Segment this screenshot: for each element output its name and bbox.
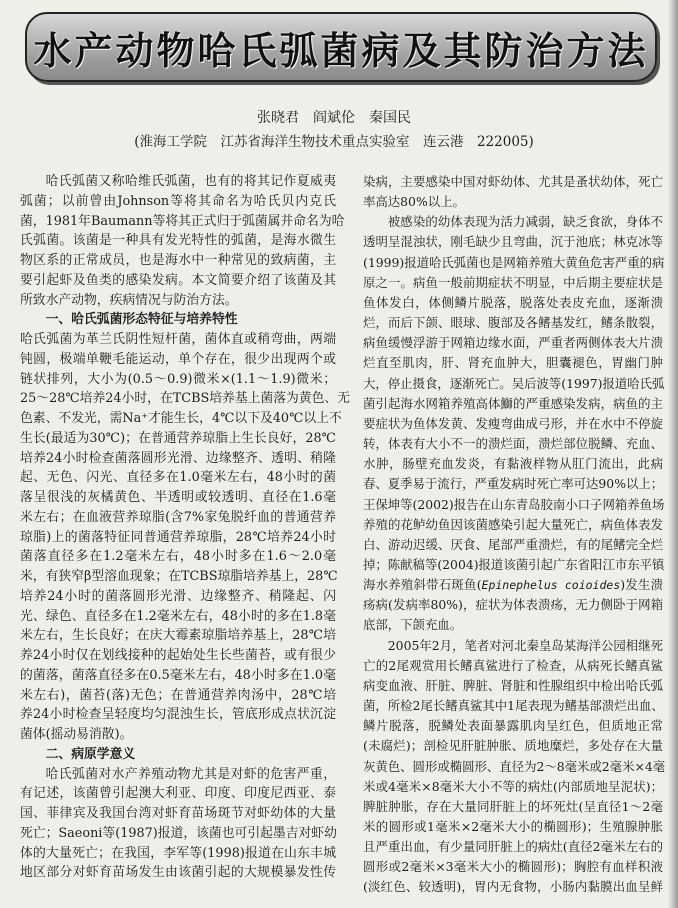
- paragraph: [20, 330, 351, 745]
- authors: 张晓君 阎斌伦 秦国民: [257, 110, 411, 126]
- text-line: (未腐烂)；剖检见肝脏肿胀、质地糜烂，多处存在大量: [363, 738, 663, 754]
- heading-text: 一、哈氏弧菌形态特征与培养特性: [45, 312, 238, 328]
- text-line: 培养24小时的菌落圆形光滑、边缘整齐、稍隆起、闪: [20, 588, 336, 604]
- text-line: 落呈很浅的灰橘黄色、半透明或较透明、直径在1.6毫: [20, 490, 336, 505]
- text-line: 脾脏肿胀，存在大量同肝脏上的坏死灶(呈直径1～2毫: [363, 798, 663, 814]
- text-line: 菌，1981年Baumann等将其正式归于弧菌属并命名为哈: [20, 213, 345, 229]
- text-line: 米左右)，菌苔(落)无色；在普通营养肉汤中，28℃培: [20, 687, 336, 703]
- text-line: 掉；陈献稿等(2004)报道该菌引起广东省阳江市东平镇: [363, 556, 665, 572]
- text-line: 灰黄色、圆形或椭圆形、直径为2～8毫米或2毫米×4毫: [363, 758, 666, 774]
- text-run: )发生溃: [620, 577, 663, 593]
- title-banner: [25, 12, 657, 82]
- text-line: 米或4毫米×8毫米大小不等的病灶(内部质地呈泥状)；: [363, 778, 663, 794]
- text-line: 菌体(摇动易消散)。: [20, 727, 133, 742]
- text-line: [363, 575, 663, 595]
- text-line: 圆形或2毫米×3毫米大小的椭圆形)；胸腔有血样积液: [363, 859, 663, 875]
- text-line: 米的圆形或1毫米×2毫米大小的椭圆形)；生殖腺肿胀: [363, 819, 663, 834]
- text-line: 链状排列，大小为(0.5～0.9)微米×(1.1～1.9)微米；: [20, 371, 336, 387]
- text-line: 氏弧菌。该菌是一种具有发光特性的弧菌，是海水微生: [20, 233, 336, 249]
- text-line: 疡病(发病率80%)，症状为体表溃疡，无力侧卧于网箱: [363, 597, 663, 613]
- text-line: 王保坤等(2002)报告在山东青岛胶南小口子网箱养鱼场: [363, 496, 665, 512]
- text-line: 染病，主要感染中国对虾幼体、尤其是蚤状幼体，死亡: [363, 174, 663, 189]
- heading-text: 二、病原学意义: [45, 746, 136, 762]
- text-line: 菌，所检2尾长鳍真鲨其中1尾表现为鳍基部溃烂出血、: [363, 698, 664, 714]
- text-line: 亡的2尾观赏用长鳍真鲨进行了检查，从病死长鳍真鲨: [363, 657, 663, 673]
- text-line: 培养24小时检查菌落圆形光滑、边缘整齐、透明、稍隆: [20, 450, 336, 466]
- text-line: 鱼体发白，体侧鳞片脱落，脱落处表皮充血，逐渐溃: [363, 294, 663, 310]
- text-line: 且严重出血，有少量同肝脏上的病灶(直径2毫米左右的: [363, 839, 663, 855]
- paragraph: [363, 172, 663, 212]
- text-line: 光、绿色、直径多在1.2毫米左右，48小时的多在1.8毫: [20, 608, 336, 624]
- text-line: 体的大量死亡；在我国，李军等(1998)报道在山东丰城: [20, 845, 336, 861]
- text-line: 底部，下颌充血。: [363, 617, 463, 633]
- text-line: 病鱼缓慢浮游于网箱边缘水面，严重者两侧体表大片溃: [363, 335, 663, 351]
- right-column: [363, 172, 666, 898]
- left-column: [20, 172, 351, 883]
- text-line: 生长(最适为30℃)；在普通营养琼脂上生长良好，28℃: [20, 430, 336, 446]
- text-line: 弧菌；以前曾由Johnson等将其命名为哈氏贝内克氏: [20, 193, 336, 209]
- paragraph: [363, 212, 663, 635]
- text-line: 菌引起海水网箱养殖高体鰤的严重感染发病，病鱼的主: [363, 395, 663, 411]
- paragraph: [363, 636, 666, 898]
- article-title: 水产动物哈氏弧菌病及其防治方法: [33, 28, 649, 73]
- text-line: 哈氏弧菌又称哈维氏弧菌，也有的将其记作夏威夷: [45, 174, 336, 189]
- text-line: 病变血液、肝脏、脾脏、肾脏和性腺组织中检出哈氏弧: [363, 677, 663, 693]
- text-line: 的菌落，菌落直径多在0.5毫米左右，48小时多在1.0毫: [20, 667, 336, 683]
- text-line: 米左右，生长良好；在庆大霉素琼脂培养基上，28℃培: [20, 628, 336, 644]
- text-line: 琼脂)上的菌落特征同普通营养琼脂，28℃培养24小时: [20, 529, 336, 545]
- section-heading: [20, 310, 336, 330]
- text-line: 白、游动迟缓、厌食、尾部严重溃烂，有的尾鳍完全烂: [363, 536, 663, 552]
- text-line: 养24小时仅在划线接种的起始处生长些菌苔，或有很少: [20, 648, 336, 663]
- text-line: 菌落直径多在1.2毫米左右，48小时多在1.6～2.0毫: [20, 549, 336, 565]
- text-line: 养24小时检查呈轻度均匀混浊生长，管底形成点状沉淀: [20, 707, 336, 723]
- text-line: 大，停止摄食，逐渐死亡。吴后波等(1997)报道哈氏弧: [363, 375, 665, 391]
- text-run: 海水养殖斜带石斑鱼(: [363, 577, 482, 593]
- text-line: 哈氏弧菌对水产养殖动物尤其是对虾的危害严重，: [45, 766, 336, 782]
- text-line: 原之一。病鱼一般前期症状不明显，中后期主要症状是: [363, 274, 663, 290]
- text-line: 水肿，肠壁充血发炎，有黏液样物从肛门流出，此病: [363, 456, 663, 472]
- text-line: 要症状为鱼体发黄、发瘦弯曲成弓形，并在水中不停旋: [363, 415, 663, 431]
- text-line: 哈氏弧菌为革兰氏阴性短杆菌，菌体直或稍弯曲，两端: [20, 332, 336, 347]
- text-line: 透明呈混浊状，刚毛缺少且弯曲，沉于池底；林克冰等: [363, 234, 663, 250]
- text-line: 烂直至肌肉，肝、肾充血肿大，胆囊褪色，胃幽门肿: [363, 355, 663, 371]
- text-line: 钝圆，极端单鞭毛能运动，单个存在，很少出现两个或: [20, 351, 336, 367]
- text-line: 米左右；在血液营养琼脂(含7%家兔脱纤血的普通营养: [20, 509, 336, 525]
- text-line: 2005年2月，笔者对河北秦皇岛某海洋公园相继死: [387, 637, 663, 653]
- text-line: 鳞片脱落，脱鳞处表面暴露肌肉呈红色，但质地正常: [363, 718, 663, 734]
- affiliation: (淮海工学院 江苏省海洋生物技术重点实验室 连云港 222005): [134, 134, 534, 150]
- scan-edge-shadow: [668, 0, 678, 908]
- text-line: 物区系的正常成员，也是海水中一种常见的致病菌，主: [20, 253, 336, 268]
- text-line: 起、无色、闪光、直径多在1.0毫米左右，48小时的菌: [20, 470, 336, 486]
- paragraph: [20, 765, 336, 884]
- text-line: 养殖的花鲈幼鱼因该菌感染引起大量死亡，病鱼体表发: [363, 516, 663, 532]
- text-line: 地区部分对虾育苗场发生由该菌引起的大规模暴发性传: [20, 865, 336, 881]
- text-line: (1999)报道哈氏弧菌也是网箱养殖大黄鱼危害严重的病: [363, 254, 665, 270]
- section-heading: [20, 745, 336, 765]
- text-line: 所致水产动物，疾病情况与防治方法。: [20, 292, 238, 308]
- text-line: 有记述，该菌曾引起澳大利亚、印度、印度尼西亚、泰: [20, 786, 336, 802]
- text-line: 被感染的幼体表现为活力减弱，缺乏食欲，身体不: [387, 214, 663, 230]
- text-line: (淡红色、较透明)，胃内无食物，小肠内黏膜出血呈鲜: [363, 879, 663, 895]
- text-line: 烂，而后下颌、眼球、腹部及各鳍基发红，鳍条散裂，: [363, 315, 663, 331]
- paragraph: [20, 172, 345, 310]
- text-line: 率高达80%以上。: [363, 194, 465, 210]
- text-line: 国、菲律宾及我国台湾对虾育苗场斑节对虾幼体的大量: [20, 806, 336, 821]
- text-line: 25～28℃培养24小时，在TCBS培养基上菌落为黄色、无: [20, 391, 351, 407]
- text-line: 转，体表有大小不一的溃烂面，溃烂部位脱鳞、充血、: [363, 436, 663, 452]
- text-line: 米，有狭窄β型溶血现象；在TCBS琼脂培养基上，28℃: [20, 569, 338, 584]
- text-line: 色素、不发光，需Na⁺才能生长，4℃以下及40℃以上不: [20, 411, 342, 426]
- text-line: 春、夏季易于流行，严重发病时死亡率可达90%以上；: [363, 476, 664, 492]
- text-line: 死亡；Saeoni等(1987)报道，该菌也可引起墨吉对虾幼: [20, 825, 337, 841]
- species-name: Epinephelus coioides: [481, 578, 621, 593]
- text-line: 要引起虾及鱼类的感染发病。本文简要介绍了该菌及其: [20, 272, 336, 288]
